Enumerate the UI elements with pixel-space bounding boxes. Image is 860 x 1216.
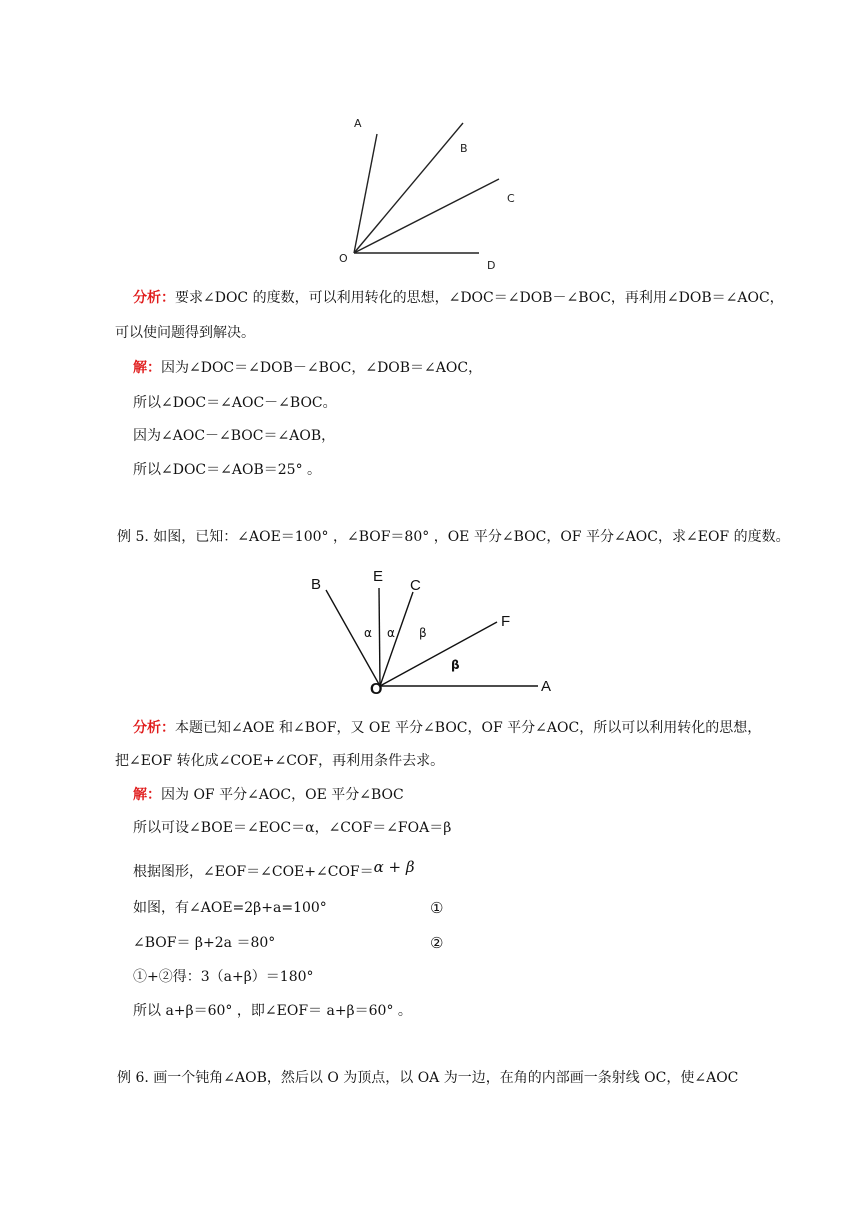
angle-figure-1-svg bbox=[330, 110, 520, 280]
ray-OE bbox=[379, 588, 380, 686]
analysis-1-line-1 bbox=[133, 289, 784, 307]
ray-OB bbox=[354, 123, 463, 253]
angle-figure-2-svg bbox=[300, 565, 570, 700]
label-B: B bbox=[460, 142, 468, 155]
question-text: 例 6. 画一个钝角∠AOB，然后以 O 为顶点，以 OA 为一边，在角的内部画一条射线 OC，使∠AOC bbox=[117, 1070, 739, 1086]
equation-1-mark: ① bbox=[430, 899, 444, 917]
solution-2-line-4 bbox=[133, 899, 327, 917]
label-E: E bbox=[373, 568, 384, 585]
angle-alpha-2: α bbox=[387, 626, 395, 640]
solution-text: 因为∠AOC－∠BOC＝∠AOB， bbox=[133, 428, 336, 444]
equation-1: 如图，有∠AOE=2β+a=100° bbox=[133, 900, 327, 916]
label-D: D bbox=[487, 259, 496, 272]
angle-beta-2: β bbox=[451, 658, 460, 672]
solution-text: 所以∠DOC＝∠AOB＝25° 。 bbox=[133, 462, 322, 478]
label-O: O bbox=[370, 681, 383, 698]
label-C: C bbox=[507, 192, 515, 205]
solution-2-line-5 bbox=[133, 934, 275, 952]
analysis-label: 分析： bbox=[133, 290, 175, 306]
analysis-1-line-2 bbox=[115, 324, 255, 342]
solution-2-line-6 bbox=[133, 968, 314, 986]
question-text: 例 5. 如图，已知：∠AOE＝100° ，∠BOF＝80° ，OE 平分∠BOC，OF 平分∠AOC，求∠EOF 的度数。 bbox=[117, 529, 790, 545]
solution-1-line-1 bbox=[133, 359, 482, 377]
label-F: F bbox=[501, 613, 511, 630]
analysis-text: 本题已知∠AOE 和∠BOF，又 OE 平分∠BOC，OF 平分∠AOC，所以可以利用转化的思想， bbox=[175, 720, 762, 736]
solution-1-line-4 bbox=[133, 461, 321, 479]
ray-OA bbox=[354, 134, 377, 253]
angle-beta-1: β bbox=[419, 626, 427, 640]
analysis-text: 要求∠DOC 的度数，可以利用转化的思想，∠DOC＝∠DOB－∠BOC，再利用∠DOB＝∠AOC， bbox=[175, 290, 784, 306]
analysis-2-line-1 bbox=[133, 719, 761, 737]
solution-2-line-1 bbox=[133, 786, 404, 804]
example-6-question bbox=[117, 1069, 738, 1087]
analysis-label: 分析： bbox=[133, 720, 175, 736]
solution-text: 所以可设∠BOE＝∠EOC＝α，∠COF＝∠FOA＝β bbox=[133, 820, 452, 836]
angle-figure-1 bbox=[330, 110, 520, 280]
solution-label: 解： bbox=[133, 787, 161, 803]
solution-text: 所以∠DOC＝∠AOC－∠BOC。 bbox=[133, 395, 337, 411]
alpha-plus-beta-formula: α + β bbox=[373, 858, 415, 876]
solution-text: ①+②得：3（a+β）＝180° bbox=[133, 969, 314, 985]
label-C: C bbox=[410, 577, 421, 594]
solution-2-line-3 bbox=[133, 858, 415, 881]
label-B: B bbox=[311, 576, 322, 593]
example-5-question bbox=[117, 528, 790, 546]
solution-text: 因为 OF 平分∠AOC，OE 平分∠BOC bbox=[161, 787, 404, 803]
solution-1-line-2 bbox=[133, 394, 337, 412]
analysis-text-cont: 把∠EOF 转化成∠COE+∠COF，再利用条件去求。 bbox=[115, 753, 445, 769]
solution-2-line-7 bbox=[133, 1002, 412, 1020]
analysis-2-line-2 bbox=[115, 752, 444, 770]
solution-text: 根据图形，∠EOF＝∠COE+∠COF＝ bbox=[133, 864, 374, 880]
equation-2-mark: ② bbox=[430, 934, 444, 952]
analysis-text-cont: 可以使问题得到解决。 bbox=[115, 325, 255, 341]
solution-2-line-2 bbox=[133, 819, 451, 837]
ray-OF bbox=[380, 622, 497, 686]
ray-OC bbox=[354, 179, 499, 253]
solution-text: 因为∠DOC＝∠DOB－∠BOC，∠DOB＝∠AOC， bbox=[161, 360, 483, 376]
label-A: A bbox=[541, 678, 552, 695]
solution-text: 所以 a+β＝60° ，即∠EOF＝ a+β＝60° 。 bbox=[133, 1003, 412, 1019]
label-A: A bbox=[354, 117, 362, 130]
ray-OC bbox=[380, 592, 413, 686]
angle-alpha-1: α bbox=[364, 626, 372, 640]
angle-figure-2 bbox=[300, 565, 570, 700]
label-O: O bbox=[339, 252, 348, 265]
equation-2: ∠BOF＝ β+2a ＝80° bbox=[133, 935, 276, 951]
solution-label: 解： bbox=[133, 360, 161, 376]
solution-1-line-3 bbox=[133, 427, 335, 445]
